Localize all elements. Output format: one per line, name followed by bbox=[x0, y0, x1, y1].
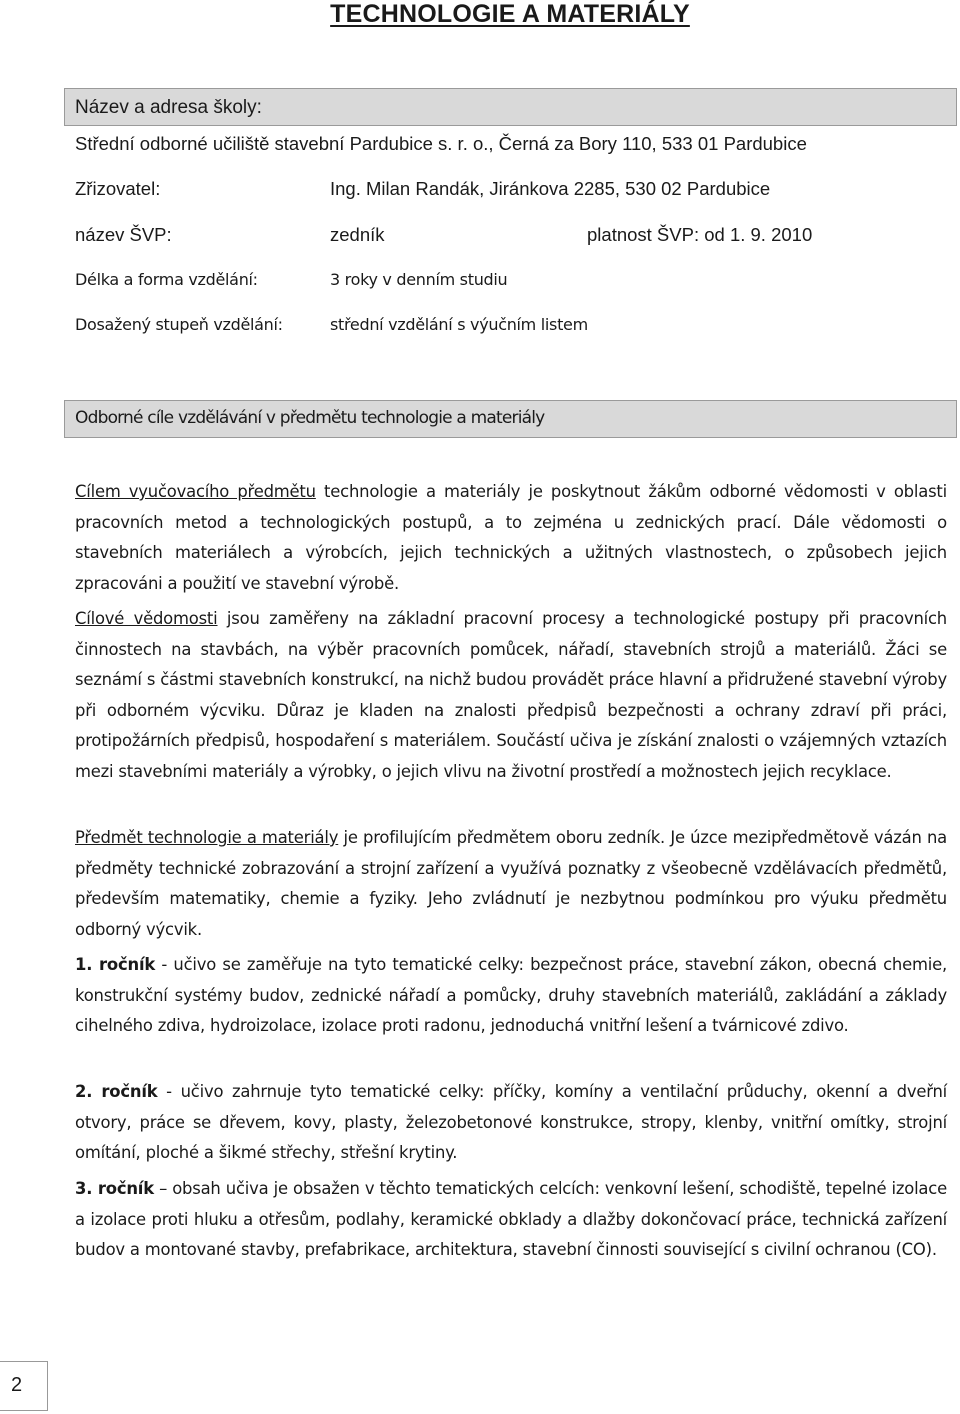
page-number-box bbox=[0, 1361, 48, 1411]
section-heading-box bbox=[64, 400, 957, 438]
level-value: střední vzdělání s výučním listem bbox=[330, 315, 588, 334]
paragraph-target-knowledge-text: jsou zaměřeny na základní pracovní procesy a technologické postupy při pracovních činnostech na stavbách, na výběr pracovních pomůcek, nářadí, stavebních strojů a materiálů. Žáci se seznámí s částmi stavebních konstrukcí, na nichž budou provádět práce hlavní a přidružené stavební výroby při odborném výcviku. Důraz je kladen na znalosti předpisů bezpečnosti a ochrany zdraví při práci, protipožárních předpisů, hospodaření s materiálem. Součástí učiva je získání znalosti o vzájemných vztazích mezi stavebními materiály a výrobky, o jejich vlivu na životní prostředí a možnostech jejich recyklace. bbox=[75, 609, 947, 781]
paragraph-year-2 bbox=[75, 1077, 947, 1169]
paragraph-subject bbox=[75, 823, 947, 945]
paragraph-year-3 bbox=[75, 1174, 947, 1266]
paragraph-year-3-lead: 3. ročník bbox=[75, 1179, 154, 1198]
paragraph-year-2-lead: 2. ročník bbox=[75, 1082, 158, 1101]
document-title: TECHNOLOGIE A MATERIÁLY bbox=[330, 0, 690, 28]
paragraph-year-1 bbox=[75, 950, 947, 1042]
svp-value: zedník bbox=[330, 224, 385, 245]
section-heading: Odborné cíle vzdělávání v předmětu technologie a materiály bbox=[75, 408, 545, 428]
founder-label: Zřizovatel: bbox=[75, 178, 161, 199]
paragraph-year-2-text: - učivo zahrnuje tyto tematické celky: příčky, komíny a ventilační průduchy, okenní a dveřní otvory, práce se dřevem, kovy, plasty, železobetonové konstrukce, stropy, klenby, vnitřní omítky, strojní omítání, ploché a šikmé střechy, střešní krytiny. bbox=[75, 1082, 948, 1162]
paragraph-year-1-lead: 1. ročník bbox=[75, 955, 156, 974]
svp-label: název ŠVP: bbox=[75, 224, 172, 245]
paragraph-target-knowledge bbox=[75, 604, 947, 787]
paragraph-year-1-text: - učivo se zaměřuje na tyto tematické celky: bezpečnost práce, stavební zákon, obecná chemie, konstrukční systémy budov, zednické nářadí a pomůcky, druhy stavebních materiálů, zakládání a základy cihelného zdiva, hydroizolace, izolace proti radonu, jednoduchá vnitřní lešení a tvárnicové zdivo. bbox=[75, 955, 947, 1035]
duration-label: Délka a forma vzdělání: bbox=[75, 270, 258, 289]
founder-value: Ing. Milan Randák, Jiránkova 2285, 530 02 Pardubice bbox=[330, 178, 771, 199]
school-heading-box bbox=[64, 88, 957, 126]
paragraph-aims bbox=[75, 477, 947, 599]
page-number: 2 bbox=[11, 1374, 23, 1396]
paragraph-aims-text: technologie a materiály je poskytnout žákům odborné vědomosti v oblasti pracovních metod a technologických postupů, a to zejména u zednických prací. Dále vědomosti o stavebních materiálech a výrobcích, jejich technických a užitných vlastnostech, o způsobech jejich zpracováni a použití ve stavební výrobě. bbox=[75, 482, 947, 593]
school-heading: Název a adresa školy: bbox=[75, 97, 262, 118]
level-label: Dosažený stupeň vzdělání: bbox=[75, 315, 283, 334]
school-name-address: Střední odborné učiliště stavební Pardubice s. r. o., Černá za Bory 110, 533 01 Pardubice bbox=[75, 133, 807, 154]
paragraph-subject-lead: Předmět technologie a materiály bbox=[75, 828, 339, 847]
paragraph-subject-text: je profilujícím předmětem oboru zedník. Je úzce mezipředmětově vázán na předměty technické zobrazování a strojní zařízení a využívá poznatky z všeobecně vzdělávacích předmětů, především matematiky, chemie a fyziky. Jeho zvládnutí je nezbytnou podmínkou pro výuku předmětu odborný výcvik. bbox=[75, 828, 947, 939]
paragraph-aims-lead: Cílem vyučovacího předmětu bbox=[75, 482, 316, 501]
svp-validity: platnost ŠVP: od 1. 9. 2010 bbox=[587, 224, 813, 245]
duration-value: 3 roky v denním studiu bbox=[330, 270, 508, 289]
paragraph-year-3-text: – obsah učiva je obsažen v těchto tematických celcích: venkovní lešení, schodiště, tepelné izolace a izolace proti hluku a otřesům, podlahy, keramické obklady a dlažby dokončovací práce, technická zařízení budov a montované stavby, prefabrikace, architektura, stavební činnosti související s civilní ochranou (CO). bbox=[75, 1179, 947, 1259]
paragraph-target-knowledge-lead: Cílové vědomosti bbox=[75, 609, 218, 628]
